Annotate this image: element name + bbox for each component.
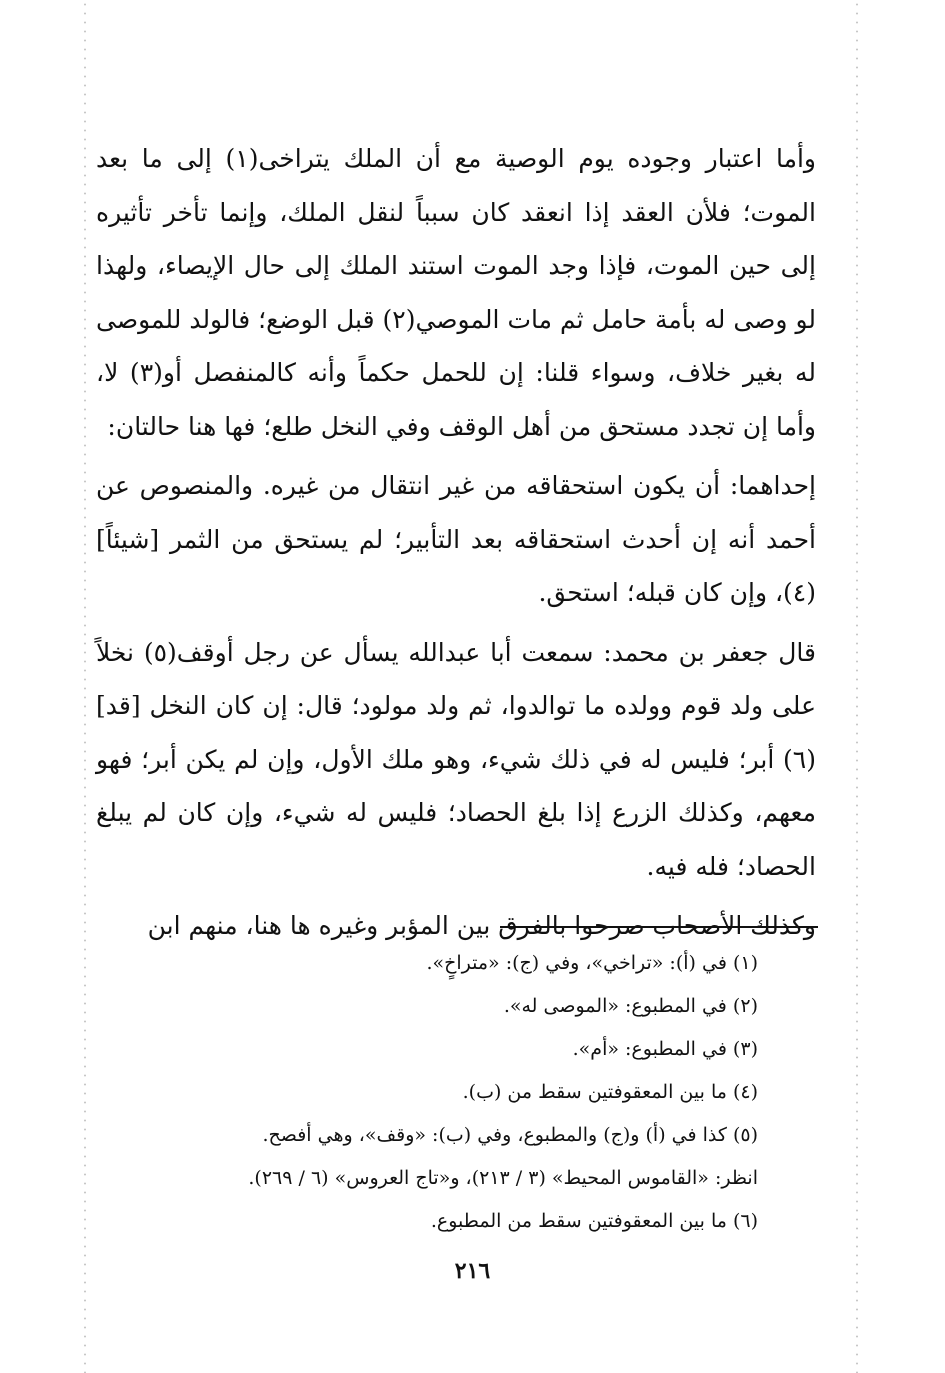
paragraph-3: قال جعفر بن محمد: سمعت أبا عبدالله يسأل عن رجل أوقف(٥) نخلاً على ولد قوم وولده ما توالدوا، ثم ولد مولود؛ قال: إن كان النخل [قد](٦) أبر؛ فليس له في ذلك شيء، وهو ملك الأول، وإن لم يكن أبر؛ فهو معهم، وكذلك الزرع إذا بلغ الحصاد؛ فليس له شيء، وإن كان لم يبلغ الحصاد؛ فله فيه. xyxy=(96,637,817,881)
page-number: ٢١٦ xyxy=(454,1258,491,1284)
footnote-4: (٤) ما بين المعقوفتين سقط من (ب). xyxy=(462,1081,758,1103)
paragraph-1: وأما اعتبار وجوده يوم الوصية مع أن الملك يتراخى(١) إلى ما بعد الموت؛ فلأن العقد إذا انعقد كان سبباً لنقل الملك، وإنما تأخر تأثيره إلى حين الموت، فإذا وجد الموت استند الملك إلى حال الإيصاء، ولهذا لو وصى له بأمة حامل ثم مات الموصي(٢) قبل الوضع؛ فالولد للموصى له بغير خلاف، وسواء قلنا: إن للحمل حكماً وأنه كالمنفصل أو(٣) لا، وأما إن تجدد مستحق من أهل الوقف وفي النخل طلع؛ فها هنا حالتان: xyxy=(96,144,817,441)
footnote-5-continuation: انظر: «القاموس المحيط» (٣ / ٢١٣)، و«تاج العروس» (٦ / ٢٦٩). xyxy=(248,1167,758,1189)
footnote-2: (٢) في المطبوع: «الموصى له». xyxy=(503,995,758,1017)
footnote-3: (٣) في المطبوع: «أم». xyxy=(572,1038,758,1060)
scan-edge-right xyxy=(856,0,858,1373)
footnote-separator xyxy=(500,926,818,928)
paragraph-4: وكذلك الأصحاب صرحوا بالفرق بين المؤبر وغيره ها هنا، منهم ابن xyxy=(147,911,816,940)
footnote-6: (٦) ما بين المعقوفتين سقط من المطبوع. xyxy=(430,1210,758,1232)
footnote-5: (٥) كذا في (أ) و(ج) والمطبوع، وفي (ب): «وقف»، وهي أفصح. xyxy=(262,1124,758,1146)
footnotes xyxy=(96,942,758,1243)
main-text xyxy=(96,132,816,953)
paragraph-2: إحداهما: أن يكون استحقاقه من غير انتقال من غيره. والمنصوص عن أحمد أنه إن أحدث استحقاقه بعد التأبير؛ لم يستحق من الثمر [شيئاً](٤)، وإن كان قبله؛ استحق. xyxy=(96,471,816,607)
footnote-1: (١) في (أ): «تراخي»، وفي (ج): «متراخٍ». xyxy=(426,952,758,974)
scan-edge-left xyxy=(84,0,86,1373)
